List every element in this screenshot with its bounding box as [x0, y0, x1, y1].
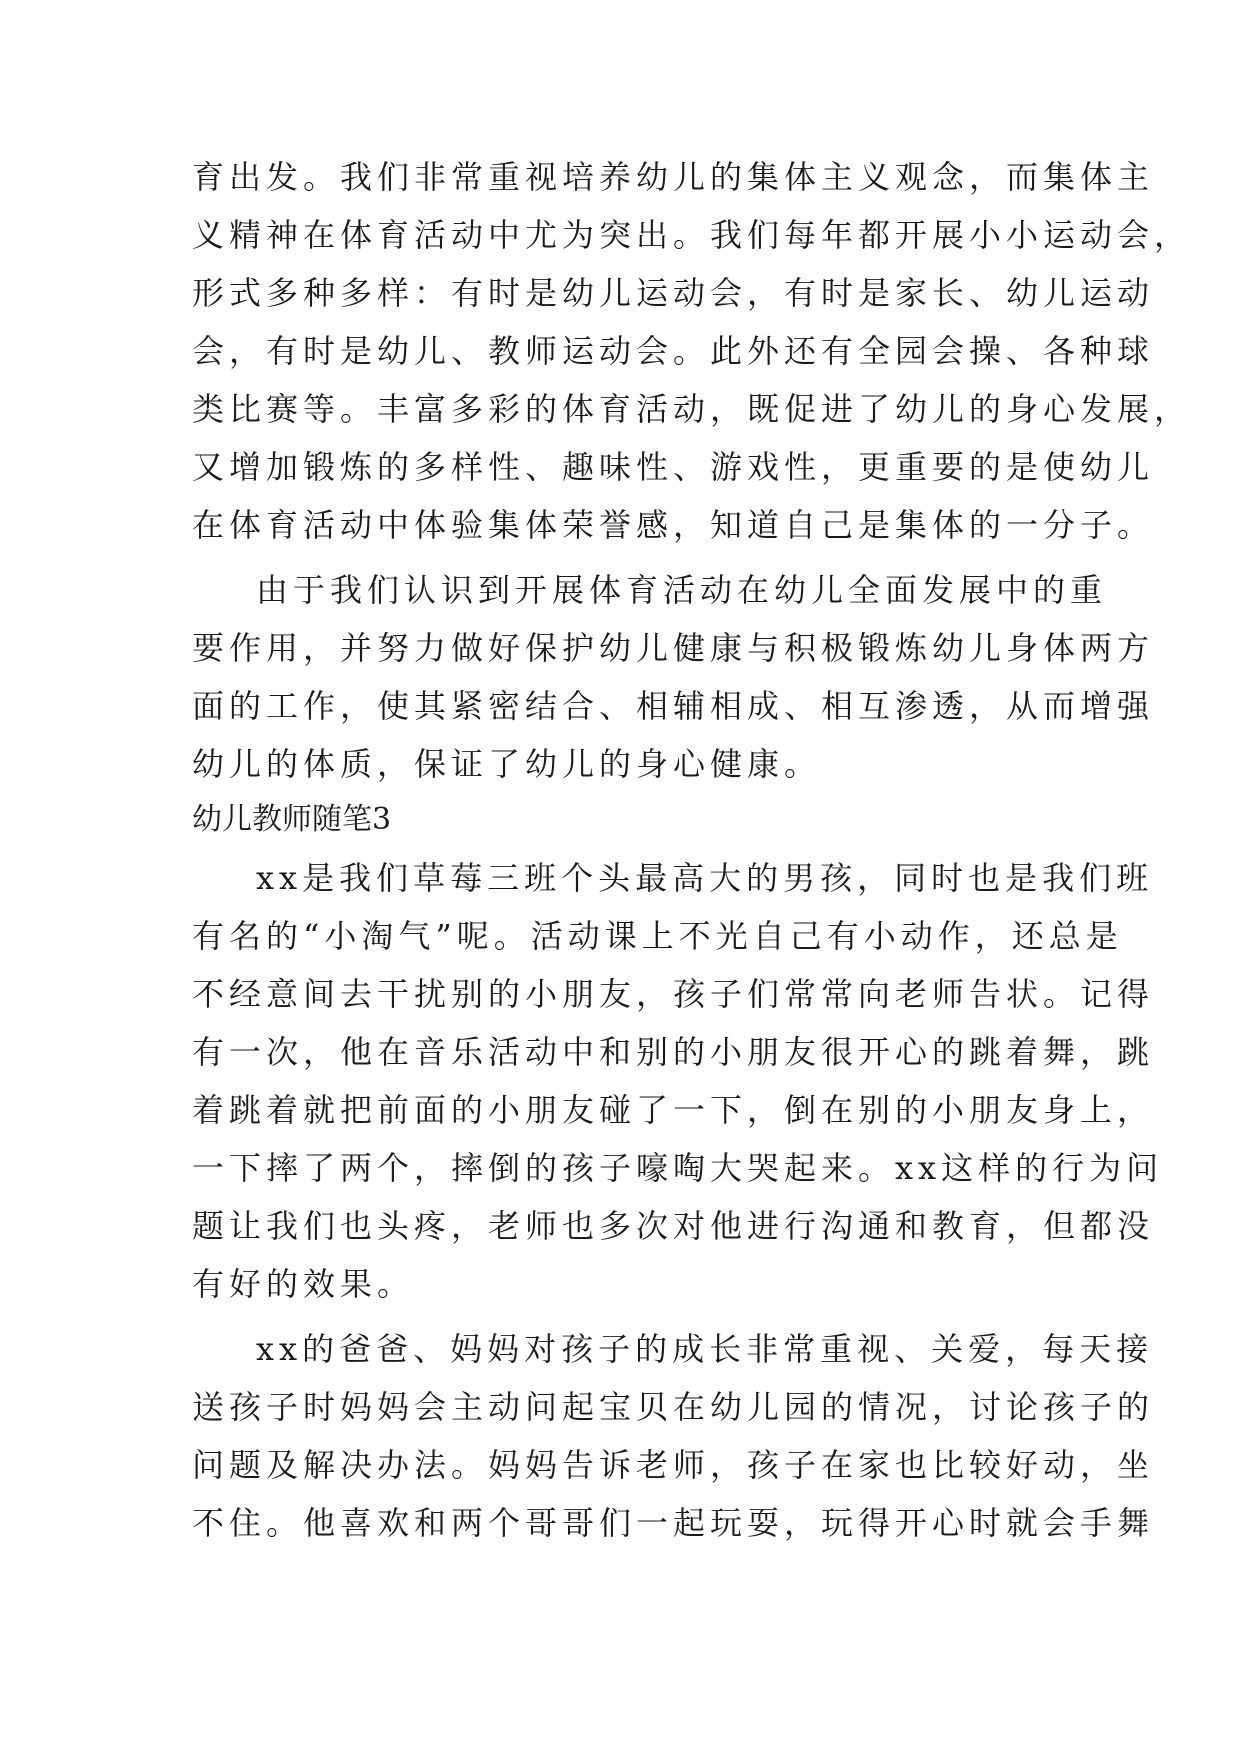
text-line: 着跳着就把前面的小朋友碰了一下，倒在别的小朋友身上， — [192, 1091, 1155, 1129]
text-line: 一下摔了两个，摔倒的孩子嚎啕大哭起来。xx这样的行为问 — [192, 1149, 1164, 1187]
text-line: 送孩子时妈妈会主动问起宝贝在幼儿园的情况，讨论孩子的 — [192, 1388, 1155, 1426]
text-line: 在体育活动中体验集体荣誉感，知道自己是集体的一分子。 — [192, 506, 1155, 544]
text-line: 面的工作，使其紧密结合、相辅相成、相互渗透，从而增强 — [192, 687, 1155, 725]
section-heading: 幼儿教师随笔3 — [192, 802, 392, 837]
text-line: 幼儿的体质，保证了幼儿的身心健康。 — [192, 745, 822, 783]
paragraph-start-line: xx是我们草莓三班个头最高大的男孩，同时也是我们班 — [256, 859, 1154, 897]
text-line: 类比赛等。丰富多彩的体育活动，既促进了幼儿的身心发展， — [192, 390, 1192, 428]
text-line: 义精神在体育活动中尤为突出。我们每年都开展小小运动会， — [192, 216, 1192, 254]
text-line: 有名的“小淘气”呢。活动课上不光自己有小动作，还总是 — [192, 917, 1123, 955]
text-line: 不住。他喜欢和两个哥哥们一起玩耍，玩得开心时就会手舞 — [192, 1504, 1155, 1542]
text-line: 又增加锻炼的多样性、趣味性、游戏性，更重要的是使幼儿 — [192, 448, 1155, 486]
text-line: 不经意间去干扰别的小朋友，孩子们常常向老师告状。记得 — [192, 975, 1155, 1013]
text-line: 育出发。我们非常重视培养幼儿的集体主义观念，而集体主 — [192, 158, 1155, 196]
text-line: 题让我们也头疼，老师也多次对他进行沟通和教育，但都没 — [192, 1207, 1155, 1245]
paragraph-start-line: 由于我们认识到开展体育活动在幼儿全面发展中的重 — [256, 571, 1108, 609]
paragraph-start-line: xx的爸爸、妈妈对孩子的成长非常重视、关爱，每天接 — [256, 1330, 1154, 1368]
text-line: 形式多种多样：有时是幼儿运动会，有时是家长、幼儿运动 — [192, 274, 1155, 312]
text-line: 有好的效果。 — [192, 1265, 415, 1303]
text-line: 会，有时是幼儿、教师运动会。此外还有全园会操、各种球 — [192, 332, 1155, 370]
text-line: 要作用，并努力做好保护幼儿健康与积极锻炼幼儿身体两方 — [192, 629, 1155, 667]
text-line: 有一次，他在音乐活动中和别的小朋友很开心的跳着舞，跳 — [192, 1033, 1155, 1071]
text-line: 问题及解决办法。妈妈告诉老师，孩子在家也比较好动，坐 — [192, 1446, 1155, 1484]
